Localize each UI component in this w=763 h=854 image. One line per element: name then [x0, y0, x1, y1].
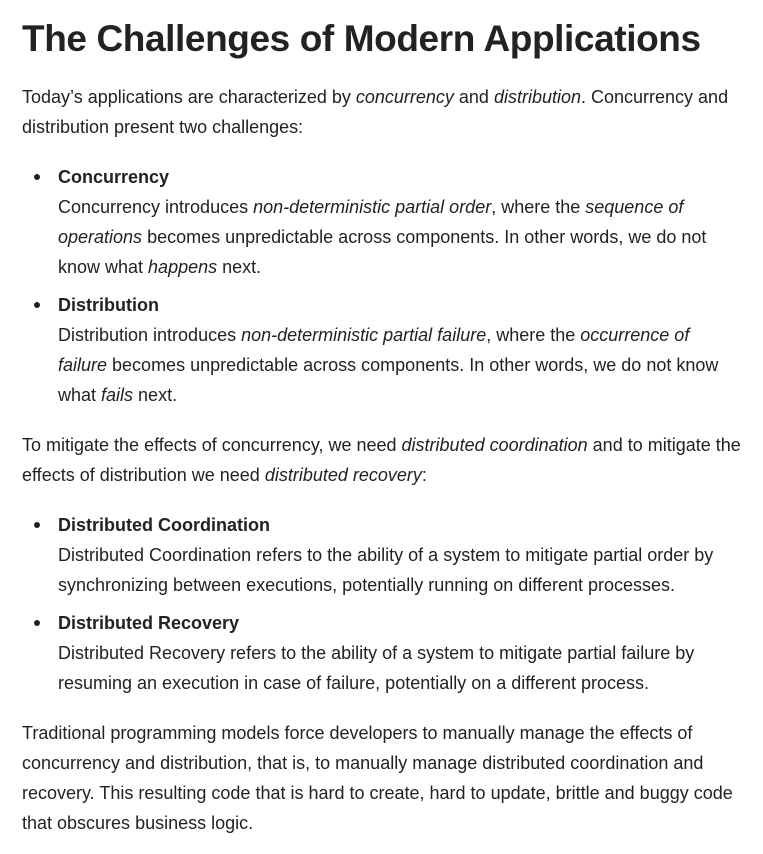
conclusion-paragraph: Traditional programming models force developers to manually manage the effects of concurrency and distribution, that is, to manually manage distributed coordination and recovery. This resulting code that is hard to create, hard to update, brittle and buggy code that obscures business logic.: [22, 723, 733, 833]
list-item-text: , where the: [486, 325, 581, 345]
mitigation-emphasis: distributed recovery: [264, 465, 422, 485]
list-item-text: Distributed Coordination refers to the ability of a system to mitigate partial order by synchronizing between executions, potentially running on different processes.: [58, 545, 714, 595]
list-item-emphasis: non-deterministic partial failure: [241, 325, 487, 345]
intro-paragraph: [22, 82, 741, 142]
mitigation-text: :: [421, 465, 427, 485]
list-item-emphasis: sequence of operations: [58, 197, 684, 247]
list-item-text: Distributed Recovery refers to the ability of a system to mitigate partial failure by resuming an execution in case of failure, potentially on a different process.: [58, 643, 695, 693]
list-item-text: next.: [217, 257, 262, 277]
list-item-emphasis: non-deterministic partial order: [253, 197, 492, 217]
intro-text: and: [453, 87, 494, 107]
list-item-text: becomes unpredictable across components. In other words, we do not know what: [58, 227, 707, 277]
list-item-distribution: [58, 290, 741, 410]
list-item-concurrency: [58, 162, 741, 282]
mitigation-text: To mitigate the effects of concurrency, we need: [22, 435, 402, 455]
solutions-list: [22, 510, 741, 698]
mitigation-emphasis: distributed coordination: [401, 435, 588, 455]
list-item-title: Concurrency: [58, 167, 170, 187]
mitigation-paragraph: [22, 430, 741, 490]
intro-emphasis: distribution: [493, 87, 581, 107]
list-item-text: Distribution introduces: [58, 325, 242, 345]
list-item-text: , where the: [491, 197, 586, 217]
intro-emphasis: concurrency: [355, 87, 454, 107]
bullet-icon: [34, 522, 40, 528]
list-item-emphasis: occurrence of failure: [58, 325, 690, 375]
list-item-text: becomes unpredictable across components. In other words, we do not know what: [58, 355, 719, 405]
list-item-distributed-recovery: [58, 608, 741, 698]
list-item-text: next.: [133, 385, 178, 405]
list-item-title: Distribution: [58, 295, 159, 315]
mitigation-text: and to mitigate the effects of distribution we need: [22, 435, 741, 485]
list-item-text: Concurrency introduces: [58, 197, 254, 217]
bullet-icon: [34, 302, 40, 308]
list-item-title: Distributed Recovery: [58, 613, 240, 633]
intro-text: . Concurrency and distribution present two challenges:: [22, 87, 729, 137]
bullet-icon: [34, 620, 40, 626]
challenges-list: [22, 162, 741, 410]
bullet-icon: [34, 174, 40, 180]
list-item-emphasis: fails: [101, 385, 134, 405]
page-title: The Challenges of Modern Applications: [22, 18, 701, 59]
intro-text: Today’s applications are characterized by: [22, 87, 356, 107]
list-item-emphasis: happens: [148, 257, 218, 277]
list-item-distributed-coordination: [58, 510, 741, 600]
list-item-title: Distributed Coordination: [58, 515, 270, 535]
